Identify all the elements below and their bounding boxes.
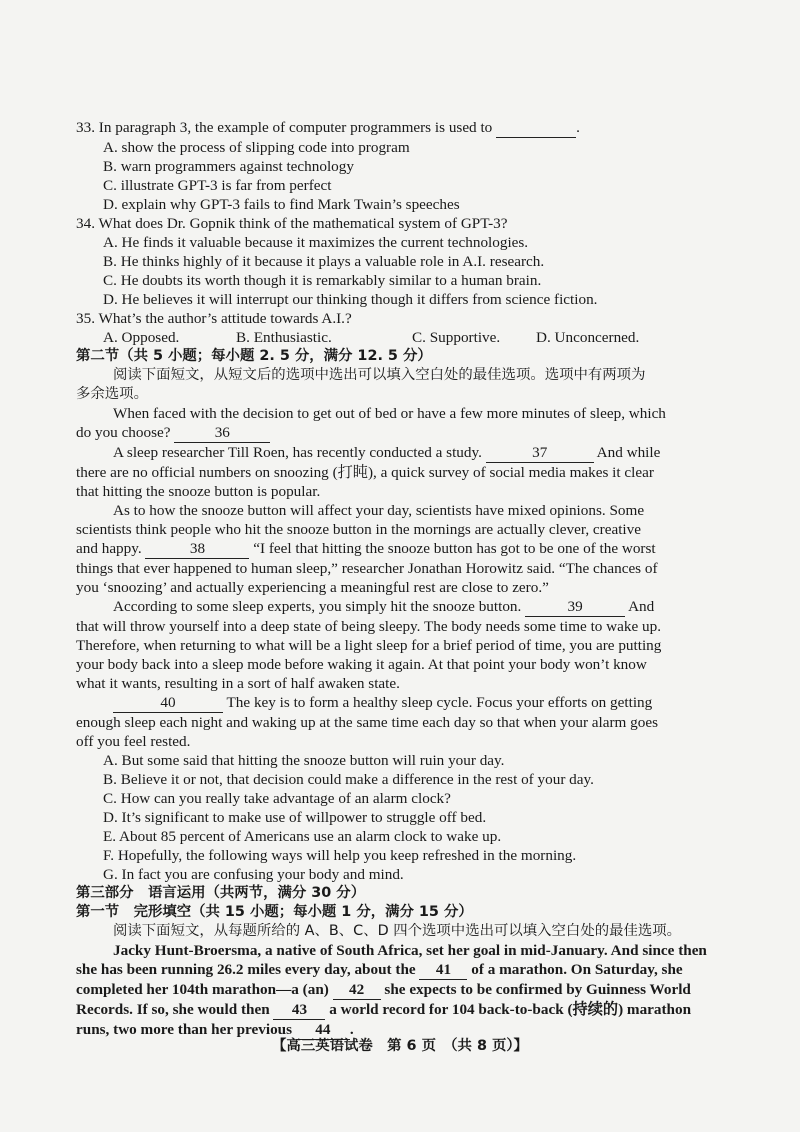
- passage-p4-line3: Therefore, when returning to what will be a light sleep for a brief period of time, you are putting: [76, 637, 662, 654]
- passage-p5-line1: [76, 693, 712, 713]
- page-content: [76, 118, 712, 1040]
- choice-e: E. About 85 percent of Americans use an alarm clock to wake up.: [103, 828, 502, 845]
- passage-p2-text-a: A sleep researcher Till Roen, has recently conducted a study.: [113, 444, 482, 461]
- cloze-line1: Jacky Hunt-Broersma, a native of South Africa, set her goal in mid-January. And since then: [113, 942, 707, 959]
- passage-p2-line2: there are no official numbers on snoozing (打盹), a quick survey of social media makes it clear: [76, 464, 654, 481]
- passage-p4-line5: what it wants, resulting in a sort of half awaken state.: [76, 675, 400, 692]
- part-3-instruction: 阅读下面短文，从每题所给的 A、B、C、D 四个选项中选出可以填入空白处的最佳选项。: [113, 923, 682, 939]
- cloze-line5-period: .: [349, 1021, 354, 1038]
- option-33-a: A. show the process of slipping code into program: [103, 139, 410, 156]
- blank-44[interactable]: 44: [296, 1020, 350, 1040]
- passage-p2-line3: that hitting the snooze button is popular.: [76, 483, 321, 500]
- passage-p3-text-a: and happy.: [76, 540, 142, 557]
- blank-39[interactable]: 39: [525, 597, 625, 617]
- section-2-instruction-2: 多余选项。: [76, 386, 148, 402]
- choice-d: D. It’s significant to make use of willpower to struggle off bed.: [103, 809, 487, 826]
- cloze-line3-b: she expects to be confirmed by Guinness World: [384, 981, 691, 998]
- passage-p2-text-b: And while: [596, 444, 661, 461]
- part-3-subheading: 第一节 完形填空（共 15 小题；每小题 1 分，满分 15 分）: [76, 904, 473, 920]
- page-footer: 【高三英语试卷 第 6 页 （共 8 页）】: [272, 1038, 528, 1054]
- passage-p4-text-b: And: [628, 598, 655, 615]
- choice-a: A. But some said that hitting the snooze button will ruin your day.: [103, 752, 505, 769]
- blank-37[interactable]: 37: [486, 443, 594, 463]
- question-33-stem: 33. In paragraph 3, the example of computer programmers is used to: [76, 119, 493, 136]
- option-35-a: A. Opposed.: [103, 329, 180, 346]
- question-34-stem: 34. What does Dr. Gopnik think of the mathematical system of GPT-3?: [76, 215, 508, 232]
- blank-42[interactable]: 42: [333, 980, 381, 1000]
- option-35-d: D. Unconcerned.: [536, 329, 640, 346]
- option-34-b: B. He thinks highly of it because it plays a valuable role in A.I. research.: [103, 253, 545, 270]
- passage-p1-line2: [76, 423, 712, 443]
- blank-40[interactable]: 40: [113, 693, 223, 713]
- option-33-c: C. illustrate GPT-3 is far from perfect: [103, 177, 332, 194]
- cloze-line5-a: runs, two more than her previous: [76, 1021, 293, 1038]
- section-2-heading: 第二节（共 5 小题；每小题 2. 5 分，满分 12. 5 分）: [76, 348, 432, 364]
- cloze-line4-b: a world record for 104 back-to-back (持续的) marathon: [329, 1001, 692, 1018]
- passage-p3-line3: [76, 539, 712, 559]
- answer-blank-33[interactable]: [496, 118, 576, 138]
- question-33-period: .: [576, 119, 580, 136]
- choice-c: C. How can you really take advantage of an alarm clock?: [103, 790, 451, 807]
- passage-p4-line1: [76, 597, 712, 617]
- blank-38[interactable]: 38: [145, 539, 249, 559]
- option-34-c: C. He doubts its worth though it is remarkably similar to a human brain.: [103, 272, 542, 289]
- passage-p5-text: The key is to form a healthy sleep cycle. Focus your efforts on getting: [226, 694, 653, 711]
- option-35-b: B. Enthusiastic.: [236, 329, 332, 346]
- choice-g: G. In fact you are confusing your body and mind.: [103, 866, 404, 883]
- passage-p5-line3: off you feel rested.: [76, 733, 191, 750]
- option-34-a: A. He finds it valuable because it maximizes the current technologies.: [103, 234, 529, 251]
- passage-p5-line2: enough sleep each night and waking up at the same time each day so that when your alarm goes: [76, 714, 659, 731]
- part-3-heading: 第三部分 语言运用（共两节，满分 30 分）: [76, 885, 366, 901]
- option-33-d: D. explain why GPT-3 fails to find Mark Twain’s speeches: [103, 196, 460, 213]
- option-33-b: B. warn programmers against technology: [103, 158, 354, 175]
- passage-p2-line1: [76, 443, 712, 463]
- cloze-line3-a: completed her 104th marathon—a (an): [76, 981, 329, 998]
- option-35-c: C. Supportive.: [412, 329, 501, 346]
- choice-b: B. Believe it or not, that decision could make a difference in the rest of your day.: [103, 771, 594, 788]
- passage-p1-text: do you choose?: [76, 424, 171, 441]
- passage-p3-line2: scientists think people who hit the snooze button in the mornings are actually clever, creative: [76, 521, 641, 538]
- cloze-line4-a: Records. If so, she would then: [76, 1001, 270, 1018]
- blank-43[interactable]: 43: [273, 1000, 325, 1020]
- passage-p3-line1: As to how the snooze button will affect your day, scientists have mixed opinions. Some: [113, 502, 645, 519]
- question-33: [76, 118, 712, 138]
- passage-p3-text-b: “I feel that hitting the snooze button has got to be one of the worst: [253, 540, 656, 557]
- passage-p4-line4: your body back into a sleep mode before waking it again. At that point your body won’t know: [76, 656, 647, 673]
- cloze-line3: [76, 980, 712, 1000]
- cloze-line2-a: she has been running 26.2 miles every day, about the: [76, 961, 416, 978]
- cloze-line2: [76, 960, 712, 980]
- section-2-instruction-1: 阅读下面短文，从短文后的选项中选出可以填入空白处的最佳选项。选项中有两项为: [113, 367, 646, 383]
- cloze-line4: [76, 1000, 712, 1020]
- choice-f: F. Hopefully, the following ways will help you keep refreshed in the morning.: [103, 847, 577, 864]
- passage-p4-text-a: According to some sleep experts, you simply hit the snooze button.: [113, 598, 522, 615]
- cloze-line2-b: of a marathon. On Saturday, she: [471, 961, 683, 978]
- options-35: [76, 328, 712, 347]
- blank-36[interactable]: 36: [174, 423, 270, 443]
- question-35-stem: 35. What’s the author’s attitude towards A.I.?: [76, 310, 352, 327]
- passage-p4-line2: that will throw yourself into a deep state of being sleepy. The body needs some time to wake up.: [76, 618, 661, 635]
- blank-41[interactable]: 41: [419, 960, 467, 980]
- option-34-d: D. He believes it will interrupt our thinking though it differs from science fiction.: [103, 291, 598, 308]
- passage-p3-line5: you ‘snoozing’ and actually experiencing a meaningful rest are close to zero.”: [76, 579, 549, 596]
- passage-p1-line1: When faced with the decision to get out of bed or have a few more minutes of sleep, which: [113, 405, 666, 422]
- passage-p3-line4: things that ever happened to human sleep,” researcher Jonathan Horowitz said. “The chances of: [76, 560, 658, 577]
